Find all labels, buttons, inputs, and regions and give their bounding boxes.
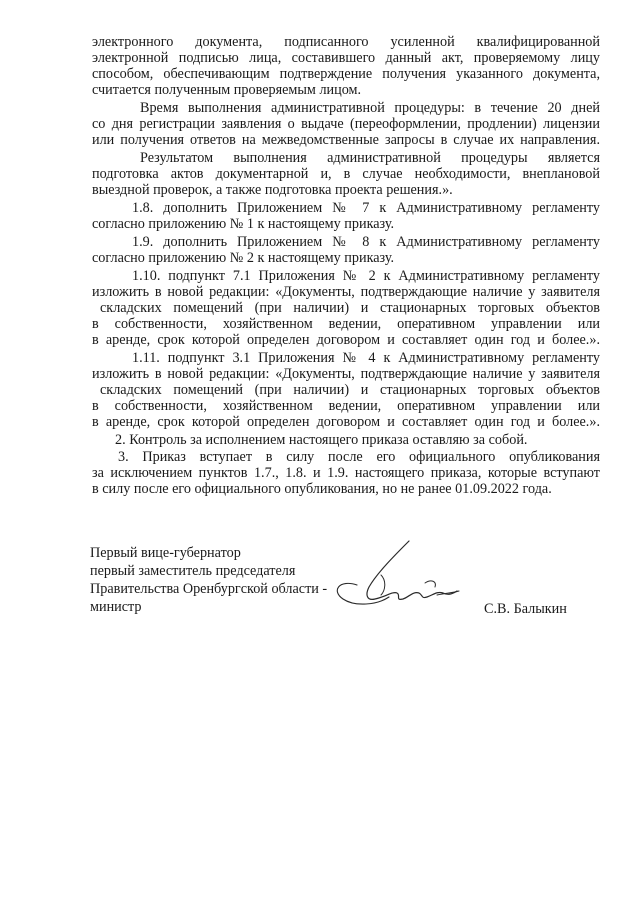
body-line: изложить в новой редакции: «Документы, подтверждающие наличие у заявителя (92, 366, 600, 382)
body-line: в собственности, хозяйственном ведении, оперативном управлении или (92, 316, 600, 332)
body-line: изложить в новой редакции: «Документы, подтверждающие наличие у заявителя (92, 284, 600, 300)
body-line: согласно приложению № 2 к настоящему приказу. (92, 250, 395, 266)
signatory-name: С.В. Балыкин (484, 601, 567, 617)
body-line: складских помещений (при наличии) и стационарных торговых объектов (100, 300, 600, 316)
body-line: или получения ответов на межведомственные запросы в случае их направления. (92, 132, 600, 148)
signatory-title-line: министр (90, 599, 142, 615)
signatory-title-line: первый заместитель председателя (90, 563, 296, 579)
body-line: 1.11. подпункт 3.1 Приложения № 4 к Административному регламенту (132, 350, 600, 366)
body-line: в силу после его официального опубликования, но не ранее 01.09.2022 года. (92, 481, 552, 497)
body-line: 1.8. дополнить Приложением № 7 к Административному регламенту (132, 200, 600, 216)
signatory-title-line: Первый вице-губернатор (90, 545, 241, 561)
body-line: в аренде, срок которой определен договором и составляет один год и более.». (92, 332, 600, 348)
body-line: за исключением пунктов 1.7., 1.8. и 1.9. настоящего приказа, которые вступают (92, 465, 600, 481)
handwritten-signature (325, 535, 465, 615)
body-line: согласно приложению № 1 к настоящему приказу. (92, 216, 395, 232)
body-line: 1.10. подпункт 7.1 Приложения № 2 к Административному регламенту (132, 268, 600, 284)
body-line: 2. Контроль за исполнением настоящего приказа оставляю за собой. (115, 432, 528, 448)
body-line: выездной проверок, а также подготовка проекта решения.». (92, 182, 453, 198)
body-line: электронной подписью лица, составившего данный акт, проверяемому лицу (92, 50, 600, 66)
body-line: Время выполнения административной процедуры: в течение 20 дней (140, 100, 600, 116)
body-line: складских помещений (при наличии) и стационарных торговых объектов (100, 382, 600, 398)
body-line: считается полученным проверяемым лицом. (92, 82, 362, 98)
body-line: в собственности, хозяйственном ведении, оперативном управлении или (92, 398, 600, 414)
body-line: способом, обеспечивающим подтверждение получения указанного документа, (92, 66, 600, 82)
body-line: 1.9. дополнить Приложением № 8 к Административному регламенту (132, 234, 600, 250)
body-line: Результатом выполнения административной процедуры является (140, 150, 600, 166)
body-line: 3. Приказ вступает в силу после его официального опубликования (118, 449, 600, 465)
body-line: электронного документа, подписанного усиленной квалифицированной (92, 34, 600, 50)
body-line: со дня регистрации заявления о выдаче (переоформлении, продлении) лицензии (92, 116, 600, 132)
body-line: в аренде, срок которой определен договором и составляет один год и более.». (92, 414, 600, 430)
signatory-title-line: Правительства Оренбургской области - (90, 581, 328, 597)
body-line: подготовка актов документарной и, в случае необходимости, внеплановой (92, 166, 600, 182)
